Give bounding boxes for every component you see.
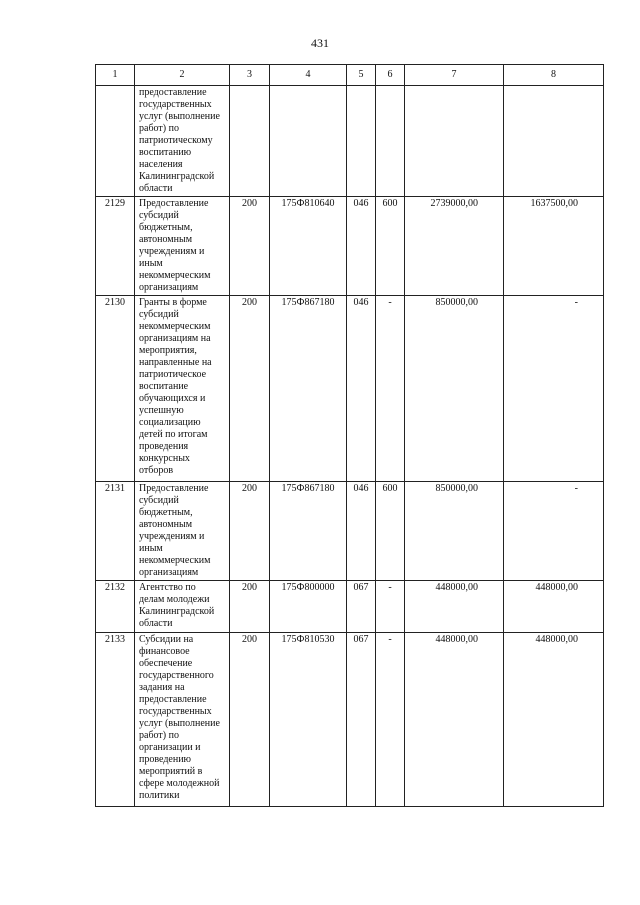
row-number-cell [96,86,135,197]
table-row [96,581,604,633]
header-cell: 7 [405,65,504,86]
table-row [96,482,604,581]
expense-type-cell: - [376,633,405,807]
header-cell: 6 [376,65,405,86]
row-number-cell: 2129 [96,197,135,296]
code-cell: 200 [230,633,270,807]
target-article-cell: 175Ф800000 [270,581,347,633]
table-row [96,296,604,482]
code-cell: 200 [230,482,270,581]
row-number-cell: 2133 [96,633,135,807]
header-row [96,65,604,86]
header-cell: 4 [270,65,347,86]
section-code-cell [347,86,376,197]
table-row [96,633,604,807]
header-cell: 2 [135,65,230,86]
section-code-cell: 067 [347,581,376,633]
header-cell: 5 [347,65,376,86]
target-article-cell: 175Ф867180 [270,482,347,581]
code-cell: 200 [230,197,270,296]
amount-cell: - [504,482,604,581]
row-number-cell: 2131 [96,482,135,581]
description-cell: предоставление государственных услуг (выполнение работ) по патриотическому воспитанию населения Калининградской области [135,86,230,197]
section-code-cell: 067 [347,633,376,807]
expense-type-cell: 600 [376,197,405,296]
target-article-cell [270,86,347,197]
amount-cell: 448000,00 [405,581,504,633]
row-number-cell: 2132 [96,581,135,633]
amount-cell [504,86,604,197]
code-cell [230,86,270,197]
description-cell: Гранты в форме субсидий некоммерческим организациям на мероприятия, направленные на патриотическое воспитание обучающихся и успешную социализацию детей по итогам проведения конкурсных отборов [135,296,230,482]
page-number: 431 [311,36,329,50]
amount-cell: - [504,296,604,482]
amount-cell: 850000,00 [405,482,504,581]
code-cell: 200 [230,581,270,633]
section-code-cell: 046 [347,482,376,581]
amount-cell: 2739000,00 [405,197,504,296]
header-cell: 8 [504,65,604,86]
description-cell: Предоставление субсидий бюджетным, автономным учреждениям и иным некоммерческим организациям [135,197,230,296]
amount-cell: 448000,00 [405,633,504,807]
section-code-cell: 046 [347,296,376,482]
target-article-cell: 175Ф810530 [270,633,347,807]
section-code-cell: 046 [347,197,376,296]
table-row [96,86,604,197]
amount-cell: 448000,00 [504,633,604,807]
description-cell: Агентство по делам молодежи Калининградской области [135,581,230,633]
amount-cell: 1637500,00 [504,197,604,296]
amount-cell [405,86,504,197]
amount-cell: 850000,00 [405,296,504,482]
header-cell: 3 [230,65,270,86]
budget-table [95,64,604,807]
row-number-cell: 2130 [96,296,135,482]
description-cell: Предоставление субсидий бюджетным, автономным учреждениям и иным некоммерческим организациям [135,482,230,581]
expense-type-cell: - [376,296,405,482]
code-cell: 200 [230,296,270,482]
description-cell: Субсидии на финансовое обеспечение государственного задания на предоставление государственных услуг (выполнение работ) по организации и проведению мероприятий в сфере молодежной политики [135,633,230,807]
target-article-cell: 175Ф867180 [270,296,347,482]
expense-type-cell: 600 [376,482,405,581]
target-article-cell: 175Ф810640 [270,197,347,296]
header-cell: 1 [96,65,135,86]
expense-type-cell [376,86,405,197]
table-row [96,197,604,296]
amount-cell: 448000,00 [504,581,604,633]
expense-type-cell: - [376,581,405,633]
